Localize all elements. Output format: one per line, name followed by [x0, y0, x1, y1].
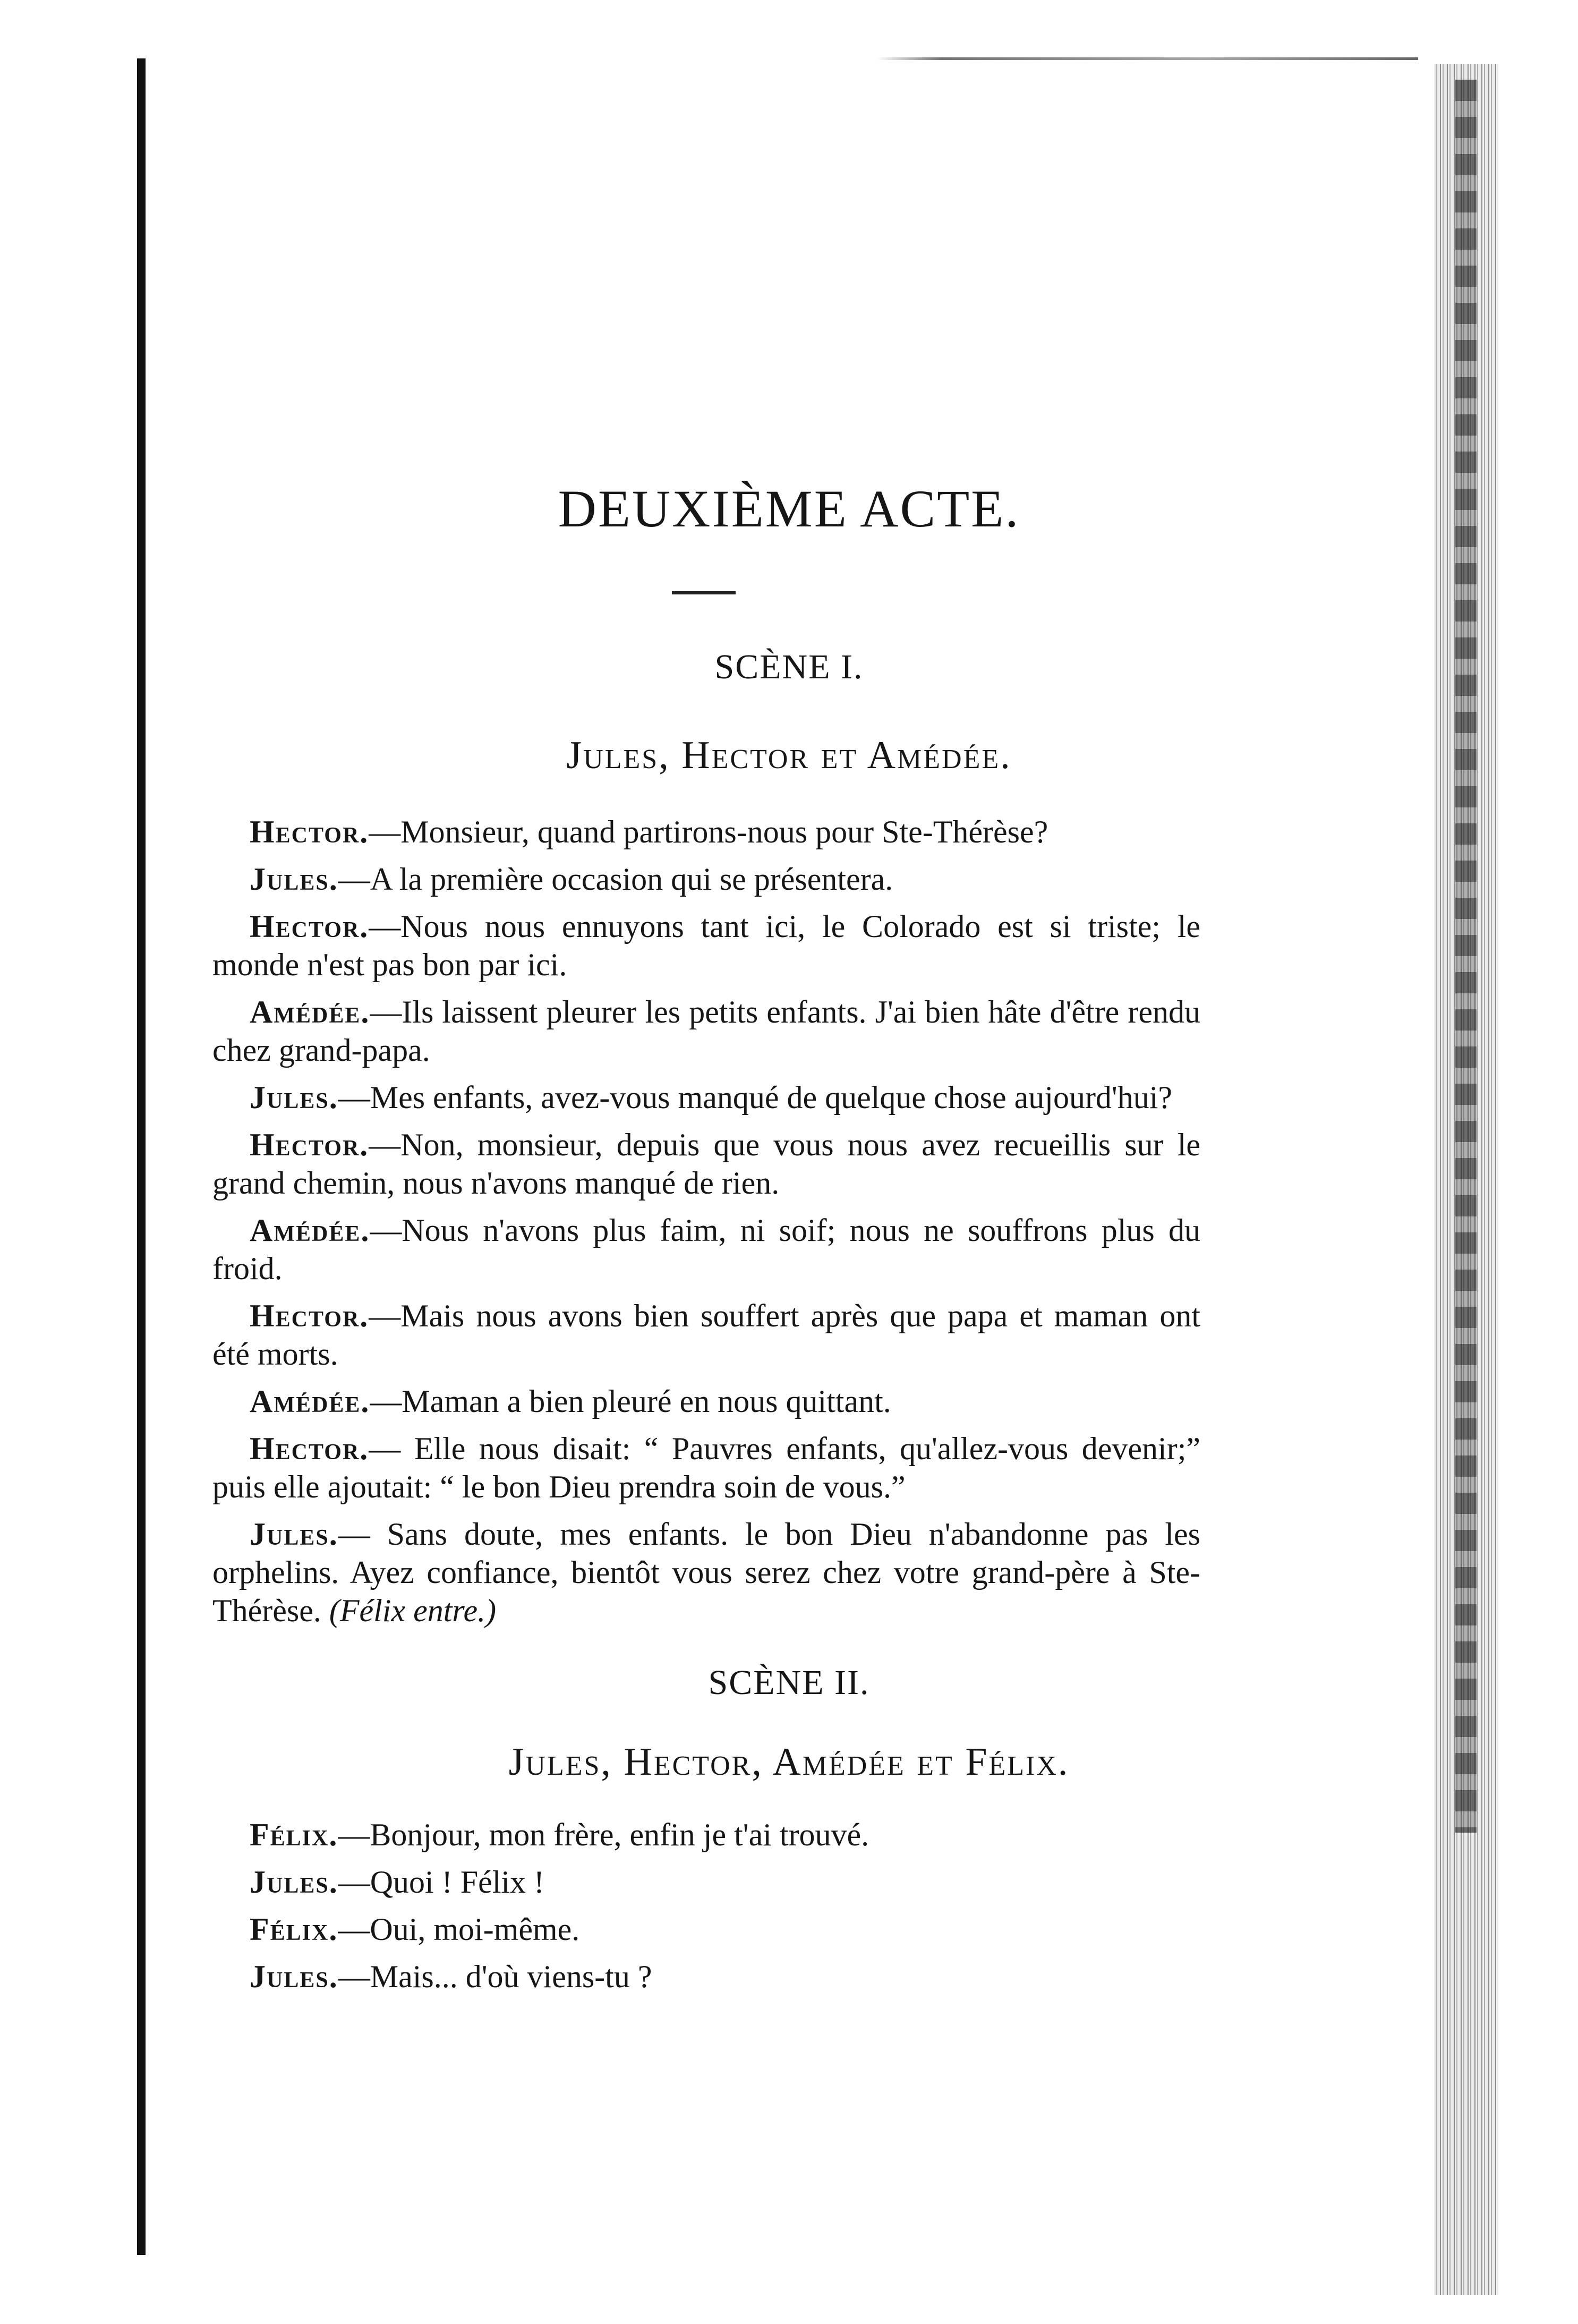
scene-2-heading: SCÈNE II. [708, 1663, 870, 1702]
speaker-name: Jules. [250, 1865, 338, 1900]
speech-text: — Elle nous disait: “ Pauvres enfants, qu'allez-vous devenir;” puis elle ajoutait: “ le bon Dieu prendra soin de vous.” [212, 1431, 1200, 1504]
speaker-name: Jules. [250, 1517, 338, 1552]
scene-2-dialogue [212, 1816, 1200, 2005]
speech [212, 1382, 1200, 1420]
speech [212, 1297, 1200, 1373]
speech-text: —Bonjour, mon frère, enfin je t'ai trouvé. [338, 1817, 869, 1852]
speaker-name: Jules. [250, 1080, 338, 1115]
speech-text: —Mais nous avons bien souffert après que papa et maman ont été morts. [212, 1298, 1200, 1372]
speech-text: —A la première occasion qui se présentera. [338, 862, 893, 897]
speaker-name: Amédée. [250, 1384, 370, 1419]
speaker-name: Hector. [250, 1298, 369, 1333]
scene-2-cast: Jules, Hector, Amédée et Félix. [508, 1740, 1070, 1784]
speech-text: —Mais... d'où viens-tu ? [338, 1959, 652, 1994]
speech [212, 1429, 1200, 1506]
speech-text: —Maman a bien pleuré en nous quittant. [370, 1384, 891, 1419]
speaker-name: Jules. [250, 862, 338, 897]
speech [212, 1515, 1200, 1630]
speech [212, 860, 1200, 898]
speech-text: —Monsieur, quand partirons-nous pour Ste-Thérèse? [369, 814, 1048, 849]
speaker-name: Amédée. [250, 994, 370, 1029]
speaker-name: Jules. [250, 1959, 338, 1994]
scene-1-cast: Jules, Hector et Amédée. [566, 734, 1012, 777]
speech-text: —Ils laissent pleurer les petits enfants. J'ai bien hâte d'être rendu chez grand-papa. [212, 994, 1200, 1068]
speech-text: —Non, monsieur, depuis que vous nous avez recueillis sur le grand chemin, nous n'avons manqué de rien. [212, 1127, 1200, 1201]
speech [212, 1910, 1200, 1948]
speech-text: —Nous nous ennuyons tant ici, le Colorado est si triste; le monde n'est pas bon par ici. [212, 909, 1200, 982]
top-scan-line [876, 57, 1418, 60]
speaker-name: Hector. [250, 1127, 369, 1162]
speech [212, 1126, 1200, 1202]
speech-text: —Mes enfants, avez-vous manqué de quelque chose aujourd'hui? [338, 1080, 1173, 1115]
speech [212, 907, 1200, 984]
speech [212, 993, 1200, 1069]
speech [212, 1957, 1200, 1996]
speech [212, 1863, 1200, 1901]
scene-1-heading: SCÈNE I. [714, 648, 864, 686]
scene-1-dialogue [212, 813, 1200, 1639]
speech [212, 813, 1200, 851]
speaker-name: Amédée. [250, 1213, 370, 1248]
speech [212, 1816, 1200, 1854]
speech-text: —Quoi ! Félix ! [338, 1865, 545, 1900]
speaker-name: Hector. [250, 1431, 369, 1466]
speech-text: —Nous n'avons plus faim, ni soif; nous ne souffrons plus du froid. [212, 1213, 1200, 1286]
speech-text: —Oui, moi-même. [338, 1912, 580, 1947]
speech-text: — Sans doute, mes enfants. le bon Dieu n'abandonne pas les orphelins. Ayez confiance, bientôt vous serez chez votre grand-père à Ste-Thérèse. [212, 1517, 1200, 1628]
speech [212, 1078, 1200, 1117]
speaker-name: Félix. [250, 1817, 338, 1852]
binding-edge [137, 58, 146, 2255]
stage-direction: (Félix entre.) [329, 1593, 497, 1628]
page-edge-dark-strip [1455, 80, 1477, 1833]
speech [212, 1211, 1200, 1288]
title-divider [672, 591, 736, 594]
act-title: DEUXIÈME ACTE. [558, 479, 1020, 538]
speaker-name: Hector. [250, 909, 369, 944]
speaker-name: Félix. [250, 1912, 338, 1947]
speaker-name: Hector. [250, 814, 369, 849]
